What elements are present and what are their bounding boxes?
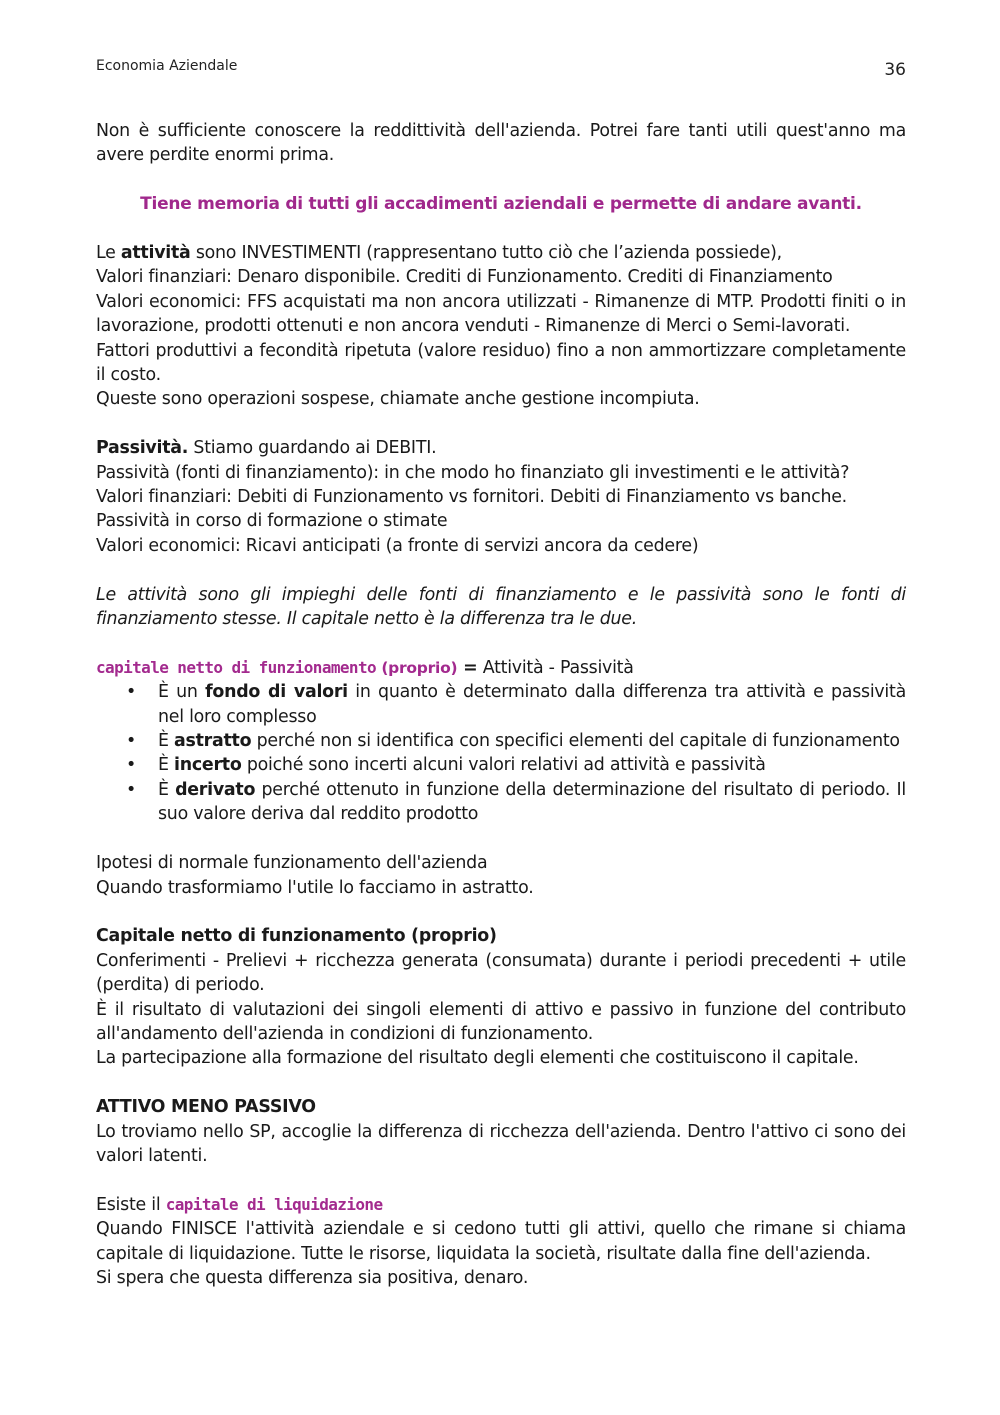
highlighted-statement: Tiene memoria di tutti gli accadimenti aziendali e permette di andare avanti. — [140, 194, 862, 215]
capitale-proprio-valutazioni: È il risultato di valutazioni dei singoli elementi di attivo e passivo in funzione del contributo all'andamento dell'azienda in condizioni di funzionamento. — [96, 999, 906, 1044]
passivita-formazione: Passività in corso di formazione o stimate — [96, 511, 448, 532]
attivita-intro: Le attività sono INVESTIMENTI (rappresentano tutto ciò che l’azienda possiede), — [96, 243, 782, 263]
attivita-finanziari: Valori finanziari: Denaro disponibile. Crediti di Funzionamento. Crediti di Finanziamento — [96, 267, 833, 288]
capitale-properties-list — [96, 680, 906, 826]
attivita-sospese: Queste sono operazioni sospese, chiamate anche gestione incompiuta. — [96, 389, 700, 410]
intro-paragraph: Non è sufficiente conoscere la reddittività dell'azienda. Potrei fare tanti utili quest'anno ma avere perdite enormi prima. — [96, 121, 906, 166]
passivita-intro: Passività. Stiamo guardando ai DEBITI. — [96, 438, 437, 459]
page-body — [96, 119, 906, 1290]
attivo-passivo-text: Lo troviamo nello SP, accoglie la differenza di ricchezza dell'azienda. Dentro l'attivo ci sono dei valori latenti. — [96, 1121, 906, 1166]
handwritten-title-capitale-netto: capitale netto di funzionamento — [96, 657, 377, 677]
liquidazione-text: Quando FINISCE l'attività aziendale e si cedono tutti gli attivi, quello che rimane si chiama capitale di liquidazione. Tutte le risorse, liquidata la società, risultate dalla fine dell'azienda. — [96, 1219, 906, 1264]
capitale-proprio-heading: Capitale netto di funzionamento (proprio) — [96, 926, 497, 947]
astratto-line: Quando trasformiamo l'utile lo facciamo in astratto. — [96, 877, 534, 898]
page-number: 36 — [884, 60, 906, 80]
list-item: • È incerto poiché sono incerti alcuni valori relativi ad attività e passività — [158, 753, 906, 777]
ipotesi-line: Ipotesi di normale funzionamento dell'azienda — [96, 853, 488, 874]
list-item: • È astratto perché non si identifica con specifici elementi del capitale di funzionamento — [158, 729, 906, 753]
capitale-proprio-formula: Conferimenti - Prelievi + ricchezza generata (consumata) durante i periodi precedenti + utile (perdita) di periodo. — [96, 950, 906, 996]
list-item: • È derivato perché ottenuto in funzione della determinazione del risultato di periodo. Il suo valore deriva dal reddito prodotto — [158, 778, 906, 827]
liquidazione-conclusion: Si spera che questa differenza sia positiva, denaro. — [96, 1267, 529, 1288]
liquidazione-intro: Esiste il capitale di liquidazione — [96, 1194, 383, 1215]
passivita-economici: Valori economici: Ricavi anticipati (a fronte di servizi ancora da cedere) — [96, 535, 699, 556]
handwritten-title-liquidazione: capitale di liquidazione — [165, 1194, 383, 1214]
passivita-fonti: Passività (fonti di finanziamento): in che modo ho finanziato gli investimenti e le attività? — [96, 462, 850, 483]
running-header: Economia Aziendale — [96, 58, 238, 74]
attivita-fattori: Fattori produttivi a fecondità ripetuta (valore residuo) fino a non ammortizzare completamente il costo. — [96, 340, 906, 386]
passivita-finanziari: Valori finanziari: Debiti di Funzionamento vs fornitori. Debiti di Finanziamento vs banche. — [96, 487, 847, 508]
italic-note: Le attività sono gli impieghi delle fonti di finanziamento e le passività sono le fonti di finanziamento stesse. Il capitale netto è la differenza tra le due. — [96, 584, 906, 630]
capitale-proprio-partecipazione: La partecipazione alla formazione del risultato degli elementi che costituiscono il capitale. — [96, 1048, 859, 1069]
capitale-netto-definition: capitale netto di funzionamento (proprio) = Attività - Passività — [96, 657, 634, 678]
passivita-term: Passività. — [96, 438, 189, 459]
list-item: • È un fondo di valori in quanto è determinato dalla differenza tra attività e passività nel loro complesso — [158, 680, 906, 729]
attivita-term: attività — [120, 243, 191, 263]
attivo-passivo-heading: ATTIVO MENO PASSIVO — [96, 1097, 316, 1118]
attivita-economici: Valori economici: FFS acquistati ma non ancora utilizzati - Rimanenze di MTP. Prodotti finiti o in lavorazione, prodotti ottenuti e non ancora venduti - Rimanenze di Merci o Semi-lavorati. — [96, 291, 906, 337]
